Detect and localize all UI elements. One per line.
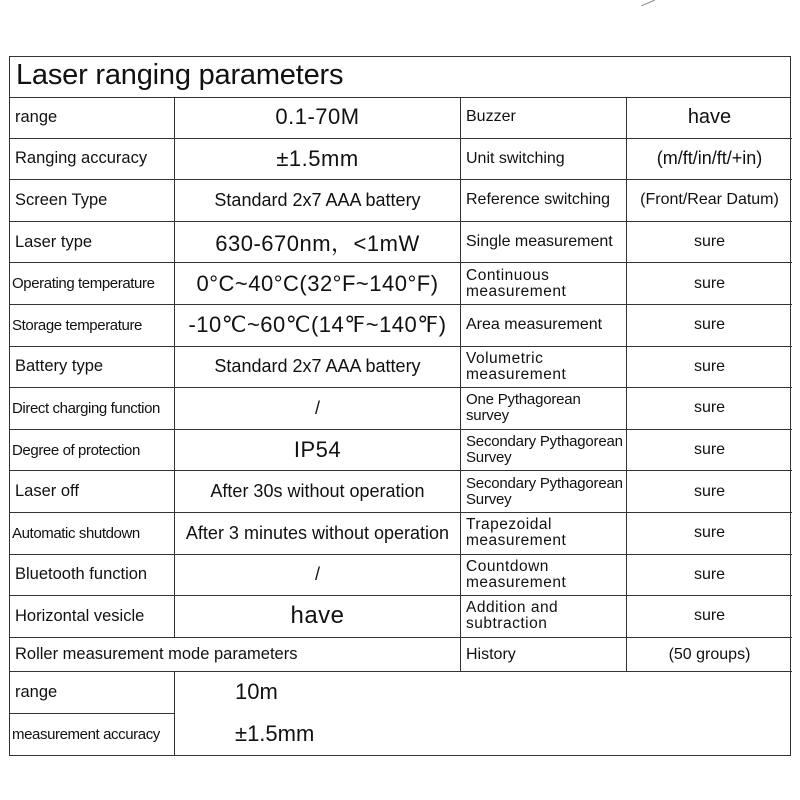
spec-row: [10, 263, 792, 305]
param-label: Degree of protection: [10, 430, 175, 471]
feature-label: Area measurement: [461, 305, 627, 346]
param-value: /: [175, 555, 461, 596]
param-label: Bluetooth function: [10, 555, 175, 596]
param-value: After 3 minutes without operation: [175, 513, 461, 554]
param-value: IP54: [175, 430, 461, 471]
spec-row: [10, 471, 792, 513]
feature-label: Countdown measurement: [461, 555, 627, 596]
param-label: Battery type: [10, 347, 175, 388]
param-value: 0°C~40°C(32°F~140°F): [175, 263, 461, 304]
param-value: ±1.5mm: [175, 139, 461, 180]
history-value: (50 groups): [668, 645, 751, 663]
feature-value: sure: [693, 274, 726, 292]
feature-value: (Front/Rear Datum): [640, 191, 779, 209]
feature-value: sure: [693, 607, 726, 625]
feature-value: sure: [693, 524, 726, 542]
spec-row: [10, 222, 792, 264]
spec-row: [10, 430, 792, 472]
roller-range-row: [10, 671, 792, 713]
param-value: have: [175, 596, 461, 637]
feature-label: Single measurement: [461, 222, 627, 263]
spec-row: [10, 305, 792, 347]
roller-range-label: range: [10, 671, 175, 713]
roller-mode-label: Roller measurement mode parameters: [10, 638, 461, 671]
roller-mode-row: [10, 638, 792, 672]
param-label: range: [10, 97, 175, 138]
param-label: Horizontal vesicle: [10, 596, 175, 637]
feature-label: One Pythagorean survey: [461, 388, 627, 429]
param-label: Automatic shutdown: [10, 513, 175, 554]
feature-label: Trapezoidal measurement: [461, 513, 627, 554]
param-label: Operating temperature: [10, 263, 175, 304]
feature-label: Reference switching: [461, 180, 627, 221]
param-label: Laser off: [10, 471, 175, 512]
param-value: After 30s without operation: [175, 471, 461, 512]
param-label: Laser type: [10, 222, 175, 263]
feature-label: Secondary Pythagorean Survey: [461, 471, 627, 512]
spec-grid: [10, 97, 792, 638]
param-value: Standard 2x7 AAA battery: [175, 180, 461, 221]
feature-label: Secondary Pythagorean Survey: [461, 430, 627, 471]
spec-row: [10, 388, 792, 430]
param-value: -10℃~60℃(14℉~140℉): [175, 305, 461, 346]
roller-range-value: 10m: [235, 679, 278, 704]
spec-row: [10, 555, 792, 597]
spec-row: [10, 139, 792, 181]
roller-params: [10, 671, 792, 755]
roller-accuracy-row: [10, 713, 792, 755]
table-title: Laser ranging parameters: [16, 59, 344, 91]
feature-value: sure: [693, 565, 726, 583]
history-label: History: [461, 638, 627, 671]
param-value: 630-670nm，<1mW: [175, 222, 461, 263]
param-label: Ranging accuracy: [10, 139, 175, 180]
param-label: Storage temperature: [10, 305, 175, 346]
spec-row: [10, 513, 792, 555]
roller-accuracy-value: ±1.5mm: [235, 721, 315, 746]
feature-value: sure: [693, 233, 726, 251]
spec-row: [10, 97, 792, 139]
feature-label: Volumetric measurement: [461, 347, 627, 388]
spec-table: [9, 56, 791, 756]
spec-row: [10, 596, 792, 638]
feature-label: Continuous measurement: [461, 263, 627, 304]
feature-value: sure: [693, 441, 726, 459]
feature-value: sure: [693, 399, 726, 417]
param-value: 0.1-70M: [175, 97, 461, 138]
feature-value: have: [687, 105, 732, 128]
param-label: Direct charging function: [10, 388, 175, 429]
feature-label: Addition and subtraction: [461, 596, 627, 637]
feature-label: Buzzer: [461, 97, 627, 138]
param-value: /: [175, 388, 461, 429]
param-value: Standard 2x7 AAA battery: [175, 347, 461, 388]
decorative-stroke: [641, 0, 655, 6]
feature-value: sure: [693, 482, 726, 500]
feature-value: (m/ft/in/ft/+in): [656, 148, 763, 169]
param-label: Screen Type: [10, 180, 175, 221]
table-title-row: [10, 57, 790, 98]
roller-accuracy-label: measurement accuracy: [10, 713, 175, 755]
spec-row: [10, 180, 792, 222]
feature-value: sure: [693, 316, 726, 334]
feature-value: sure: [693, 357, 726, 375]
spec-row: [10, 347, 792, 389]
feature-label: Unit switching: [461, 139, 627, 180]
